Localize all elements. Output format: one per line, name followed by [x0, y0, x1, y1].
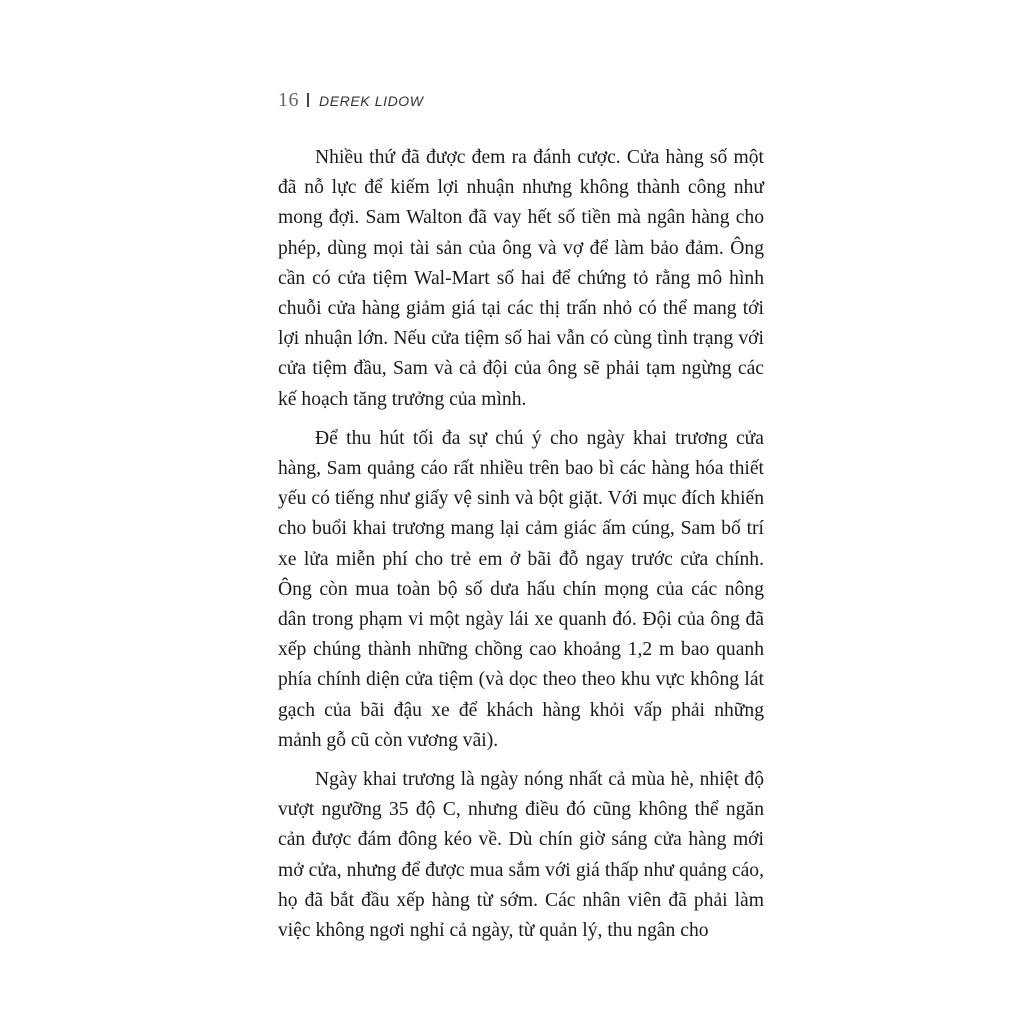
page-header — [278, 89, 424, 119]
running-head-author: DEREK LIDOW — [319, 93, 424, 109]
paragraph: Để thu hút tối đa sự chú ý cho ngày khai trương cửa hàng, Sam quảng cáo rất nhiều trên bao bì các hàng hóa thiết yếu có tiếng như giấy vệ sinh và bột giặt. Với mục đích khiến cho buổi khai trương mang lại cảm giác ấm cúng, Sam bố trí xe lửa miễn phí cho trẻ em ở bãi đỗ ngay trước cửa chính. Ông còn mua toàn bộ số dưa hấu chín mọng của các nông dân trong phạm vi một ngày lái xe quanh đó. Đội của ông đã xếp chúng thành những chồng cao khoảng 1,2 m bao quanh phía chính diện cửa tiệm (và dọc theo theo khu vực không lát gạch của bãi đậu xe để khách hàng khỏi vấp phải những mảnh gỗ cũ còn vương vãi). — [278, 427, 764, 751]
header-separator — [307, 93, 309, 107]
paragraph: Ngày khai trương là ngày nóng nhất cả mùa hè, nhiệt độ vượt ngưỡng 35 độ C, nhưng điều đó cũng không thể ngăn cản được đám đông kéo về. Dù chín giờ sáng cửa hàng mới mở cửa, nhưng để được mua sắm với giá thấp như quảng cáo, họ đã bắt đầu xếp hàng từ sớm. Các nhân viên đã phải làm việc không ngơi nghỉ cả ngày, từ quản lý, thu ngân cho — [278, 769, 764, 942]
page-number: 16 — [278, 89, 299, 111]
paragraph: Nhiều thứ đã được đem ra đánh cược. Cửa hàng số một đã nỗ lực để kiếm lợi nhuận nhưng không thành công như mong đợi. Sam Walton đã vay hết số tiền mà ngân hàng cho phép, dùng mọi tài sản của ông và vợ để làm bảo đảm. Ông cần có cửa tiệm Wal-Mart số hai để chứng tỏ rằng mô hình chuỗi cửa hàng giảm giá tại các thị trấn nhỏ có thể mang tới lợi nhuận lớn. Nếu cửa tiệm số hai vẫn có cùng tình trạng với cửa tiệm đầu, Sam và cả đội của ông sẽ phải tạm ngừng các kế hoạch tăng trưởng của mình. — [278, 147, 764, 410]
body-text — [278, 143, 764, 946]
